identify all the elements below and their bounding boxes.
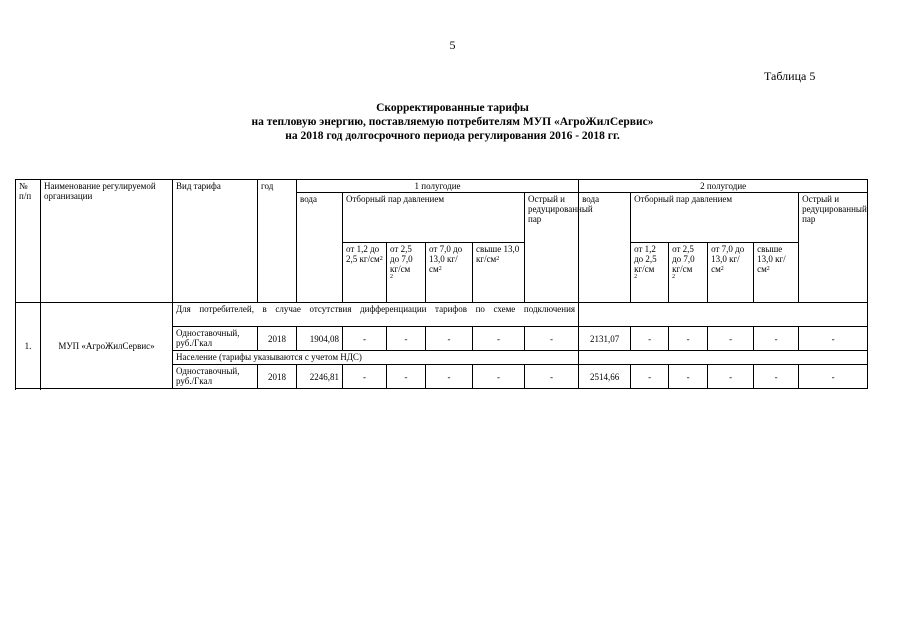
- row2-dash: -: [631, 365, 669, 389]
- row2-water-2: 2514,66: [579, 365, 631, 389]
- header-tariff: Вид тарифа: [173, 180, 258, 303]
- row1-dash: -: [799, 327, 868, 351]
- row1-dash: -: [631, 327, 669, 351]
- header-sharp-1: Острый и редуцированный пар: [525, 193, 579, 303]
- row2-dash: -: [426, 365, 473, 389]
- section-empty-2: [579, 351, 868, 365]
- header-year: год: [258, 180, 297, 303]
- header-steam-2: Отборный пар давлением: [631, 193, 799, 243]
- header-pressure-1: от 1,2 до 2,5 $кг/см^2$: [343, 243, 387, 303]
- section-empty-1: [579, 303, 868, 327]
- row1-year: 2018: [258, 327, 297, 351]
- header-water-2: вода: [579, 193, 631, 303]
- row1-water-1: 1904,08: [297, 327, 343, 351]
- title-line-2: на тепловую энергию, поставляемую потребителям МУП «АгроЖилСервис»: [251, 116, 654, 128]
- row2-dash: -: [799, 365, 868, 389]
- row2-dash: -: [473, 365, 525, 389]
- document-title: [0, 101, 905, 143]
- row1-dash: -: [343, 327, 387, 351]
- row1-dash: -: [754, 327, 799, 351]
- row2-tariff: Одноставочный, руб./Гкал: [173, 365, 258, 389]
- row-org: МУП «АгроЖилСервис»: [41, 303, 173, 389]
- page-number: 5: [449, 38, 456, 52]
- header-steam-1: Отборный пар давлением: [343, 193, 525, 243]
- section-row-1: [16, 303, 868, 327]
- header-pressure-4: свыше 13,0 $кг/см^2$: [473, 243, 525, 303]
- row1-dash: -: [473, 327, 525, 351]
- row2-dash: -: [669, 365, 708, 389]
- row1-dash: -: [708, 327, 754, 351]
- header-pressure-1b: от 1,2 до 2,5 кг/см 2: [631, 243, 669, 303]
- header-num: № п/п: [16, 180, 41, 303]
- table-label: Таблица 5: [764, 69, 816, 83]
- row2-year: 2018: [258, 365, 297, 389]
- header-pressure-3b: от 7,0 до 13,0 $кг/см^2$: [708, 243, 754, 303]
- section-label-2: Население (тарифы указываются с учетом НДС): [173, 351, 579, 365]
- row-num: 1.: [16, 303, 41, 389]
- row2-water-1: 2246,81: [297, 365, 343, 389]
- header-pressure-2b: от 2,5 до 7,0 кг/см 2: [669, 243, 708, 303]
- header-row-1: [16, 180, 868, 193]
- row1-dash: -: [525, 327, 579, 351]
- row1-tariff: Одноставочный, руб./Гкал: [173, 327, 258, 351]
- row1-water-2: 2131,07: [579, 327, 631, 351]
- title-line-1: Скорректированные тарифы: [376, 102, 529, 114]
- header-pressure-4b: свыше 13,0 $кг/см^2$: [754, 243, 799, 303]
- row2-dash: -: [343, 365, 387, 389]
- row1-dash: -: [387, 327, 426, 351]
- header-half-1: 1 полугодие: [297, 180, 579, 193]
- section-label-1: Для потребителей, в случае отсутствия дифференциации тарифов по схеме подключения: [173, 303, 579, 327]
- header-pressure-2: от 2,5 до 7,0 кг/см 2: [387, 243, 426, 303]
- row1-dash: -: [426, 327, 473, 351]
- title-line-3: на 2018 год долгосрочного периода регулирования 2016 - 2018 гг.: [285, 130, 620, 142]
- row2-dash: -: [708, 365, 754, 389]
- header-half-2: 2 полугодие: [579, 180, 868, 193]
- row2-dash: -: [754, 365, 799, 389]
- header-water-1: вода: [297, 193, 343, 303]
- row2-dash: -: [525, 365, 579, 389]
- tariff-table: [15, 179, 868, 389]
- row2-dash: -: [387, 365, 426, 389]
- header-pressure-3: от 7,0 до 13,0 $кг/см^2$: [426, 243, 473, 303]
- header-sharp-2: Острый и редуцированный пар: [799, 193, 868, 303]
- row1-dash: -: [669, 327, 708, 351]
- header-org: Наименование регулируемой организации: [41, 180, 173, 303]
